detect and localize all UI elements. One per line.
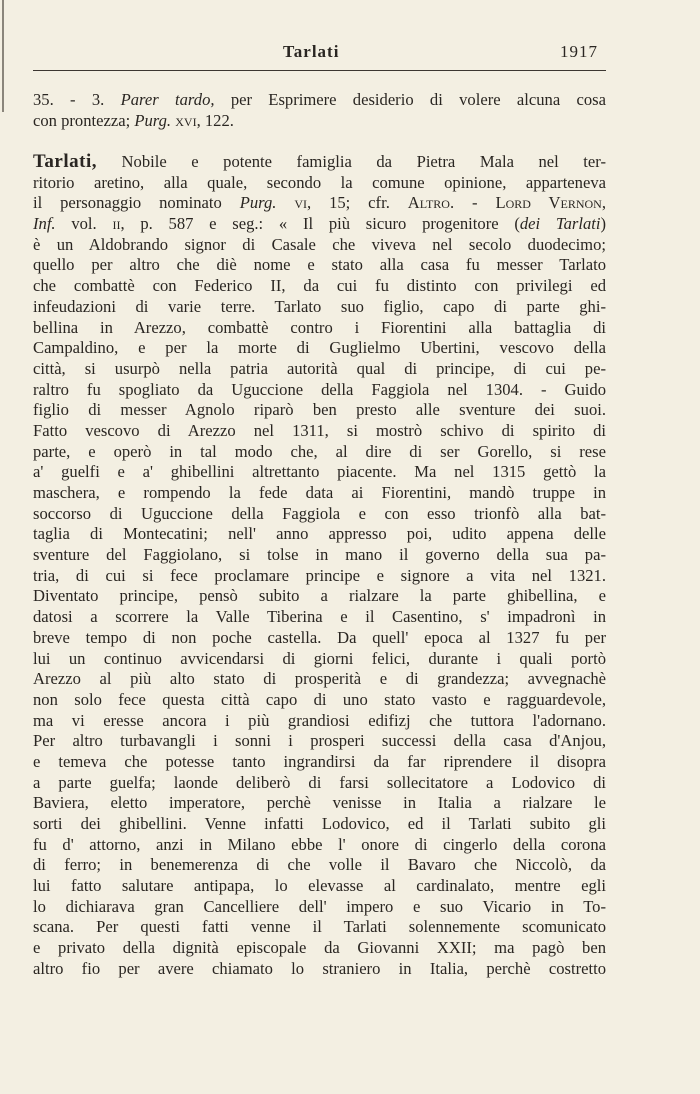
text-segment: che combattè con Federico II, da cui fu distinto con privilegi ed — [33, 276, 606, 296]
text-line — [33, 897, 606, 918]
text-line — [33, 917, 606, 938]
text-segment: e privato della dignità episcopale da Giovanni XXII; ma pagò ben — [33, 938, 606, 958]
text-segment: , 15; cfr. — [307, 193, 408, 213]
text-line — [33, 442, 606, 463]
text-segment: è un Aldobrando signor di Casale che viveva nel secolo duodecimo; — [33, 234, 606, 254]
text-segment: lo dichiarava gran Cancelliere dell' impero e suo Vicario in To- — [33, 896, 606, 916]
text-line — [33, 649, 606, 670]
text-line — [33, 628, 606, 649]
headword: Tarlati, — [33, 151, 97, 172]
header-rule — [33, 70, 606, 71]
text-segment: 35. - 3. — [33, 90, 121, 109]
text-line — [33, 483, 606, 504]
text-line — [33, 111, 606, 132]
text-segment: vi — [294, 193, 308, 213]
text-segment: Fatto vescovo di Arezzo nel 1311, si mostrò schivo di spirito di — [33, 420, 606, 440]
text-line — [33, 711, 606, 732]
text-segment: vol. — [55, 214, 113, 234]
text-line — [33, 876, 606, 897]
text-line — [33, 276, 606, 297]
text-segment: città, si usurpò nella patria autorità qual di principe, di cui pe- — [33, 358, 606, 378]
text-line — [33, 504, 606, 525]
text-line — [33, 193, 606, 214]
text-segment: ii — [112, 214, 121, 234]
text-segment: datosi a scorrere la Valle Tiberina e il Casentino, s' impadronì in — [33, 607, 606, 627]
text-segment: Nobile e potente famiglia da Pietra Mala nel ter- — [97, 152, 606, 171]
text-segment: e temeva che potesse tanto ingrandirsi da far riprendere il disopra — [33, 751, 606, 771]
text-line — [33, 607, 606, 628]
text-segment: infeudazioni di varie terre. Tarlato suo figlio, capo di parte ghi- — [33, 296, 606, 316]
text-line — [33, 255, 606, 276]
text-segment: lui un continuo avvicendarsi di giorni felici, durante i quali portò — [33, 648, 606, 668]
text-segment: quello per altro che diè nome e stato alla casa fu messer Tarlato — [33, 255, 606, 275]
text-segment: , 122. — [196, 110, 234, 130]
text-line — [33, 586, 606, 607]
text-segment: scana. Per questi fatti venne il Tarlati solennemente scomunicato — [33, 917, 606, 937]
text-line — [33, 566, 606, 587]
text-line — [33, 152, 606, 173]
text-segment: il personaggio nominato — [33, 193, 240, 213]
text-segment: Purg. — [134, 110, 172, 130]
text-line — [33, 855, 606, 876]
text-line — [33, 214, 606, 235]
page-header — [0, 40, 700, 70]
text-line — [33, 814, 606, 835]
text-segment: Campaldino, e per la morte di Guglielmo Ubertini, vescovo della — [33, 338, 606, 358]
text-line — [33, 235, 606, 256]
text-line — [33, 524, 606, 545]
text-line — [33, 938, 606, 959]
text-segment: maschera, e rompendo la fede data ai Fiorentini, mandò truppe in — [33, 483, 606, 502]
text-line — [33, 773, 606, 794]
text-segment: figlio di messer Agnolo riparò ben presto alle sventure dei suoi. — [33, 400, 606, 420]
text-line — [33, 90, 606, 111]
text-line — [33, 752, 606, 773]
text-line — [33, 173, 606, 194]
text-segment: Diventato principe, pensò subito a rialzare la parte ghibellina, e — [33, 586, 606, 606]
text-segment: non solo fece questa città capo di uno stato vasto e ragguardevole, — [33, 689, 606, 709]
text-line — [33, 318, 606, 339]
text-line — [33, 462, 606, 483]
text-line — [33, 338, 606, 359]
text-line — [33, 793, 606, 814]
text-segment: altro fio per avere chiamato lo straniero in Italia, perchè costretto — [33, 958, 606, 978]
text-segment: Inf. — [33, 214, 56, 234]
text-segment: fu d' attorno, anzi in Milano ebbe l' onore di cingerlo della corona — [33, 834, 606, 854]
dictionary-entry-tarlati — [33, 152, 606, 980]
text-segment: bellina in Arezzo, combattè contro i Fiorentini alla battaglia di — [33, 317, 606, 337]
text-line — [33, 959, 606, 980]
text-segment: a' guelfi e a' ghibellini altrettanto piacente. Ma nel 1315 gettò la — [33, 462, 606, 482]
footnote-continuation — [33, 90, 606, 131]
text-line — [33, 400, 606, 421]
text-line — [33, 669, 606, 690]
text-segment: ritorio aretino, alla quale, secondo la comune opinione, apparteneva — [33, 172, 606, 192]
text-segment: . - — [449, 193, 496, 213]
text-line — [33, 731, 606, 752]
text-segment: breve tempo di non poche castella. Da quell' epoca al 1327 fu per — [33, 627, 606, 647]
text-segment: Lord Vernon — [495, 193, 602, 213]
text-segment: , — [601, 193, 606, 213]
text-segment: tria, di cui si fece proclamare principe e signore a vita nel 1321. — [33, 565, 606, 585]
text-segment: Arezzo al più alto stato di prosperità e di grandezza; avvegnachè — [33, 669, 606, 689]
text-line — [33, 359, 606, 380]
text-segment: di ferro; in benemerenza di che volle il Bavaro che Niccolò, da — [33, 855, 606, 875]
text-segment: sventure del Faggiolano, si tolse in mano il governo della sua pa- — [33, 545, 606, 565]
text-segment: lui fatto salutare antipapa, lo elevasse al cardinalato, mentre egli — [33, 876, 606, 896]
text-segment: dei Tarlati — [519, 214, 601, 234]
text-segment: Per altro turbavangli i sonni i prosperi successi della casa d'Anjou, — [33, 731, 606, 751]
text-segment — [276, 193, 294, 212]
text-segment: soccorso di Uguccione della Faggiola e con esso trionfò alla bat- — [33, 503, 606, 523]
text-segment: , p. 587 e seg.: « Il più sicuro progenitore ( — [120, 214, 520, 234]
text-segment: parte, e operò in tal modo che, al dire di ser Gorello, si rese — [33, 441, 606, 461]
text-segment: taglia di Montecatini; nell' anno appresso poi, udito appena delle — [33, 524, 606, 544]
text-line — [33, 690, 606, 711]
text-line — [33, 421, 606, 442]
text-segment: ma vi eresse ancora i più grandiosi edifizj che tuttora l'adornano. — [33, 710, 606, 730]
text-segment: Altro — [407, 193, 450, 213]
text-line — [33, 297, 606, 318]
text-segment: Baviera, eletto imperatore, perchè venisse in Italia a rialzare le — [33, 793, 606, 813]
text-line — [33, 380, 606, 401]
text-segment: sorti dei ghibellini. Venne infatti Lodovico, ed il Tarlati subito gli — [33, 814, 606, 833]
text-line — [33, 545, 606, 566]
text-segment: per Esprimere desiderio di volere alcuna cosa — [214, 90, 606, 109]
text-segment: raltro fu spogliato da Uguccione della Faggiola nel 1304. - Guido — [33, 379, 606, 399]
page-number: 1917 — [560, 42, 598, 61]
text-line — [33, 835, 606, 856]
text-segment: a parte guelfa; laonde deliberò di farsi sollecitatore a Lodovico di — [33, 772, 606, 792]
text-segment: Purg. — [239, 193, 277, 213]
text-segment: ) — [600, 214, 606, 234]
text-segment: xvi — [175, 110, 197, 130]
running-head: Tarlati — [283, 42, 340, 61]
text-segment: Parer tardo, — [120, 90, 215, 109]
text-segment: con prontezza; — [33, 110, 135, 130]
